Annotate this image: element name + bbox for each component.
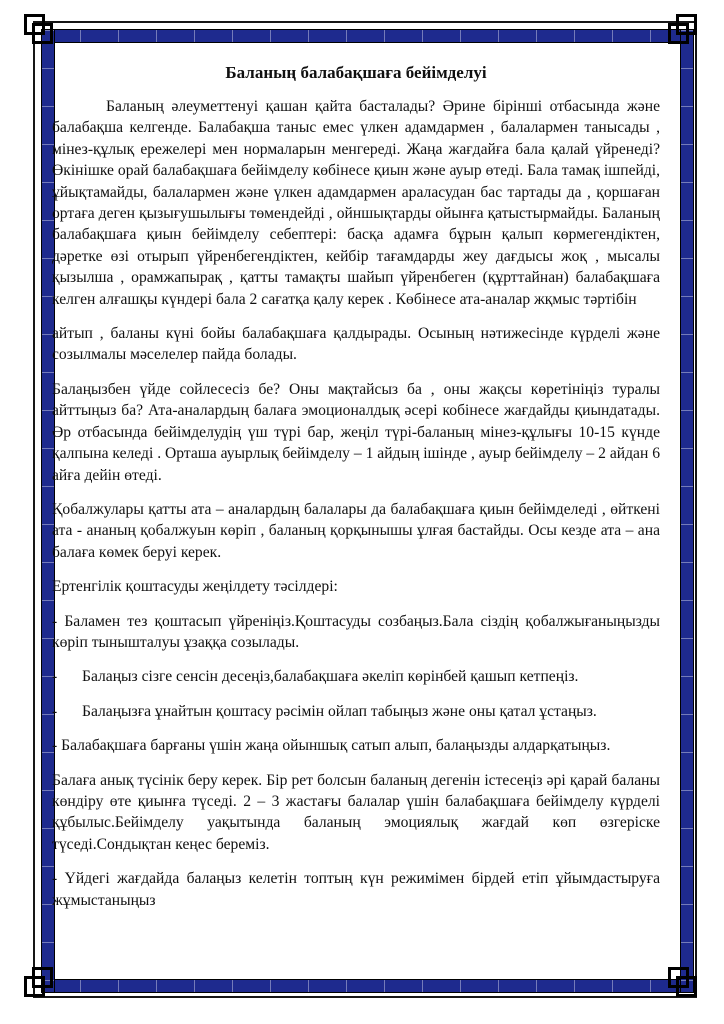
bullet-item-toy-reward — [52, 735, 660, 756]
page-border-band-top — [41, 29, 694, 43]
bullet-text: Балаңызға ұнайтын қоштасу рәсімін ойлап табыңыз және оны қатал ұстаңыз. — [82, 702, 597, 720]
bullet-dash: - — [52, 870, 58, 888]
bullet-text: Балаңыз сізге сенсін десеңіз,балабақшаға әкеліп көрінбей қашып кетпеңіз. — [82, 668, 579, 686]
corner-ornament-square-icon — [32, 23, 53, 44]
page-title: Баланың балабақшаға бейімделуі — [225, 63, 487, 82]
bullet-dash: - — [52, 612, 58, 630]
paragraph-tips-heading: Ертенгілік қоштасуды жеңілдету тәсілдері: — [52, 578, 338, 596]
page-border-band-right — [680, 29, 694, 993]
bullet-text: Балабақшаға барғаны үшін жаңа ойыншық сатып алып, балаңызды алдарқатыңыз. — [61, 737, 611, 755]
corner-ornament-square-icon — [668, 23, 689, 44]
bullet-dash: - — [52, 668, 58, 686]
bullet-dash: - — [52, 702, 58, 720]
paragraph-parent-anxiety: Қобалжулары қатты ата – аналардың балалары да балабақшаға қиын бейімделеді , өйткені ата - ананың қобалжуын көріп , баланың қорқынышы ұлғая бастайды. Осы кезде ата – ана балаға көмек беруі керек. — [52, 500, 660, 561]
page-border-band-bottom — [41, 979, 694, 993]
bullet-item-ritual — [52, 701, 660, 722]
corner-ornament-square-icon — [668, 967, 689, 988]
bullet-item-daily-regime — [52, 868, 660, 911]
bullet-dash: - — [52, 737, 58, 755]
paragraph-advice: Балаға анық түсінік беру керек. Бір рет болсын баланың дегенін істесеңіз әрі қарай баланы көндіру өте қиынға түседі. 2 – 3 жастағы балалар үшін балабақшаға бейімделу күрделі құбылыс.Бейімделу уақытында баланың эмоциялық жағдай көп өзгеріске түседі.Сондықтан кеңес береміз. — [52, 771, 660, 853]
corner-ornament-square-icon — [32, 967, 53, 988]
bullet-text: Үйдегі жағдайда балаңыз келетін топтың күн режимімен бірдей етіп ұйымдастыруға жұмыстаныңыз — [52, 870, 660, 909]
paragraph-intro: Баланың әлеуметтенуі қашан қайта басталады? Әрине бірінші отбасында және балабақша келгенде. Балабақша таныс емес үлкен адамдармен , балалармен танысады , мінез-құлық ережелері мен нормаларын менгереді. Жаңа жағдайға бала қалай үйренеді? Өкінішке орай балабақшаға бейімделу көбінесе қиын және ауыр өтеді. Бала тамақ ішпейді, ұйықтамайды, балалармен және үлкен адамдармен араласудан бас тартады да , қоршаған ортаға деген қызығушылығы төмендейді , ойншықтарды ойынға қатыстырмайды. Баланың балабақшаға қиын бейімделу себептері: басқа адамға бұрын қалып көрмегендіктен, дәретке өзі отырып үйренбегендіктен, кейбір тағамдарды жеу дағдысы жоқ , мысалы қызылша , орамжапырақ , қатты тамақты шайып үйренбеген (құрттайнан) балабақшаға келген алғашқы күндері бала 2 сағатқа қалу керек . Көбінесе ата-аналар жқмыс тәртібін — [52, 98, 660, 308]
bullet-item-trust — [52, 666, 660, 687]
paragraph-continuation: айтып , баланы күні бойы балабақшаға қалдырады. Осының нәтижесінде күрделі және созылмалы мәселелер пайда болады. — [52, 325, 660, 364]
bullet-item-quick-goodbye — [52, 611, 660, 654]
document-content — [52, 62, 660, 911]
paragraph-adaptation-types: Балаңызбен үйде сойлесесіз бе? Оны мақтайсыз ба , оны жақсы көретініңіз туралы айттыңыз ба? Ата-аналардың балаға эмоционалдық әсері кобінесе жағдайды қиындатады. Әр отбасында бейімделудің үш түрі бар, жеңіл түрі-баланың мінез-құлығы 10-15 күнде қалпына келеді . Орташа ауырлық бейімделу – 1 айдың ішінде , ауыр бейімделу – 2 айдан 6 айға дейін өтеді. — [52, 380, 660, 484]
bullet-text: Баламен тез қоштасып үйреніңіз.Қоштасуды созбаңыз.Бала сіздің қобалжығаныңызды көріп тынышталуы ұзаққа созылады. — [52, 612, 660, 651]
